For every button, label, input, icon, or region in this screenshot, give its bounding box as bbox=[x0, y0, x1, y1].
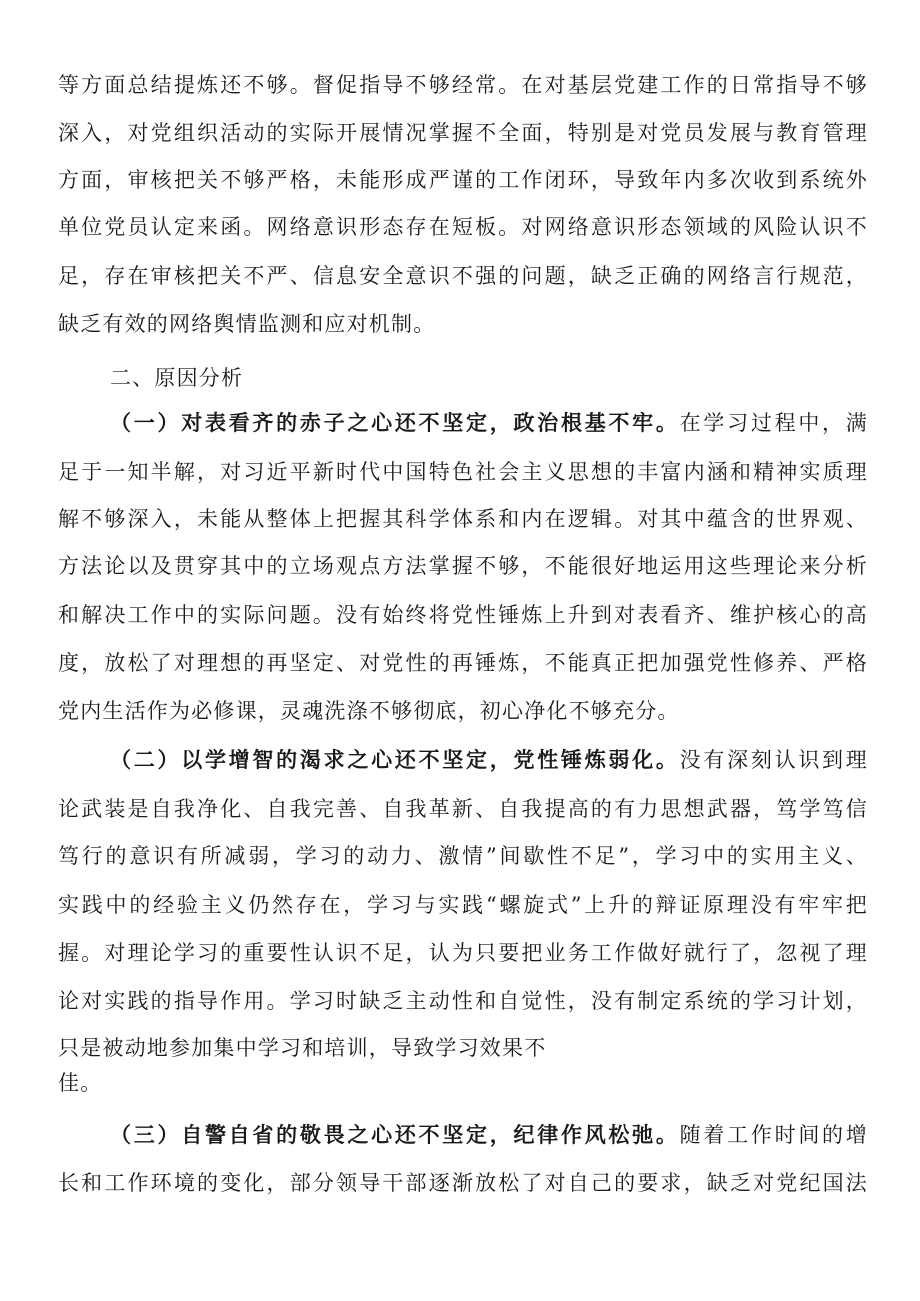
text-line: 和解决工作中的实际问题。没有始终将党性锤炼上升到对表看齐、维护核心的高 bbox=[58, 603, 868, 627]
text-line: 方面，审核把关不够严格，未能形成严谨的工作闭环，导致年内多次收到系统外 bbox=[58, 168, 868, 192]
text-line: 等方面总结提炼还不够。督促指导不够经常。在对基层党建工作的日常指导不够 bbox=[58, 73, 868, 97]
subsection-first-line bbox=[110, 408, 868, 438]
subsection-title: （二）以学增智的渴求之心还不坚定，党性锤炼弱化。 bbox=[110, 747, 680, 772]
text-line: 论对实践的指导作用。学习时缺乏主动性和自觉性，没有制定系统的学习计划， bbox=[58, 989, 868, 1013]
text-line: 足于一知半解，对习近平新时代中国特色社会主义思想的丰富内涵和精神实质理 bbox=[58, 460, 868, 484]
text-span: 没有深刻认识到理 bbox=[679, 748, 868, 772]
subsection-title: （三）自警自省的敬畏之心还不坚定，纪律作风松弛。 bbox=[110, 1122, 680, 1147]
subsection-first-line bbox=[110, 745, 868, 775]
text-line: 单位党员认定来函。网络意识形态存在短板。对网络意识形态领域的风险认识不 bbox=[58, 215, 868, 239]
text-line: 解不够深入，未能从整体上把握其科学体系和内在逻辑。对其中蕴含的世界观、 bbox=[58, 507, 868, 531]
text-line: 党内生活作为必修课，灵魂洗涤不够彻底，初心净化不够充分。 bbox=[58, 699, 680, 723]
text-line: 只是被动地参加集中学习和培训，导致学习效果不 bbox=[58, 1036, 547, 1060]
text-line: 长和工作环境的变化，部分领导干部逐渐放松了对自己的要求，缺乏对党纪国法 bbox=[58, 1171, 868, 1195]
text-line: 缺乏有效的网络舆情监测和应对机制。 bbox=[58, 312, 436, 336]
section-heading: 二、原因分析 bbox=[110, 366, 244, 390]
text-line: 论武装是自我净化、自我完善、自我革新、自我提高的有力思想武器，笃学笃信 bbox=[58, 797, 868, 821]
text-line: 足，存在审核把关不严、信息安全意识不强的问题，缺乏正确的网络言行规范， bbox=[58, 264, 868, 288]
text-line: 笃行的意识有所减弱，学习的动力、激情”间歇性不足”，学习中的实用主义、 bbox=[58, 844, 868, 868]
text-line: 度，放松了对理想的再坚定、对党性的再锤炼，不能真正把加强党性修养、严格 bbox=[58, 651, 868, 675]
text-line: 方法论以及贯穿其中的立场观点方法掌握不够，不能很好地运用这些理论来分析 bbox=[58, 554, 868, 578]
text-line: 佳。 bbox=[58, 1071, 103, 1095]
text-span: 在学习过程中，满 bbox=[679, 411, 868, 435]
text-span: 随着工作时间的增 bbox=[679, 1123, 868, 1147]
text-line: 深入，对党组织活动的实际开展情况掌握不全面，特别是对党员发展与教育管理 bbox=[58, 121, 868, 145]
subsection-first-line bbox=[110, 1120, 868, 1150]
text-line: 实践中的经验主义仍然存在，学习与实践“螺旋式”上升的辩证原理没有牢牢把 bbox=[58, 893, 868, 917]
text-line: 握。对理论学习的重要性认识不足，认为只要把业务工作做好就行了，忽视了理 bbox=[58, 941, 868, 965]
subsection-title: （一）对表看齐的赤子之心还不坚定，政治根基不牢。 bbox=[110, 410, 680, 435]
